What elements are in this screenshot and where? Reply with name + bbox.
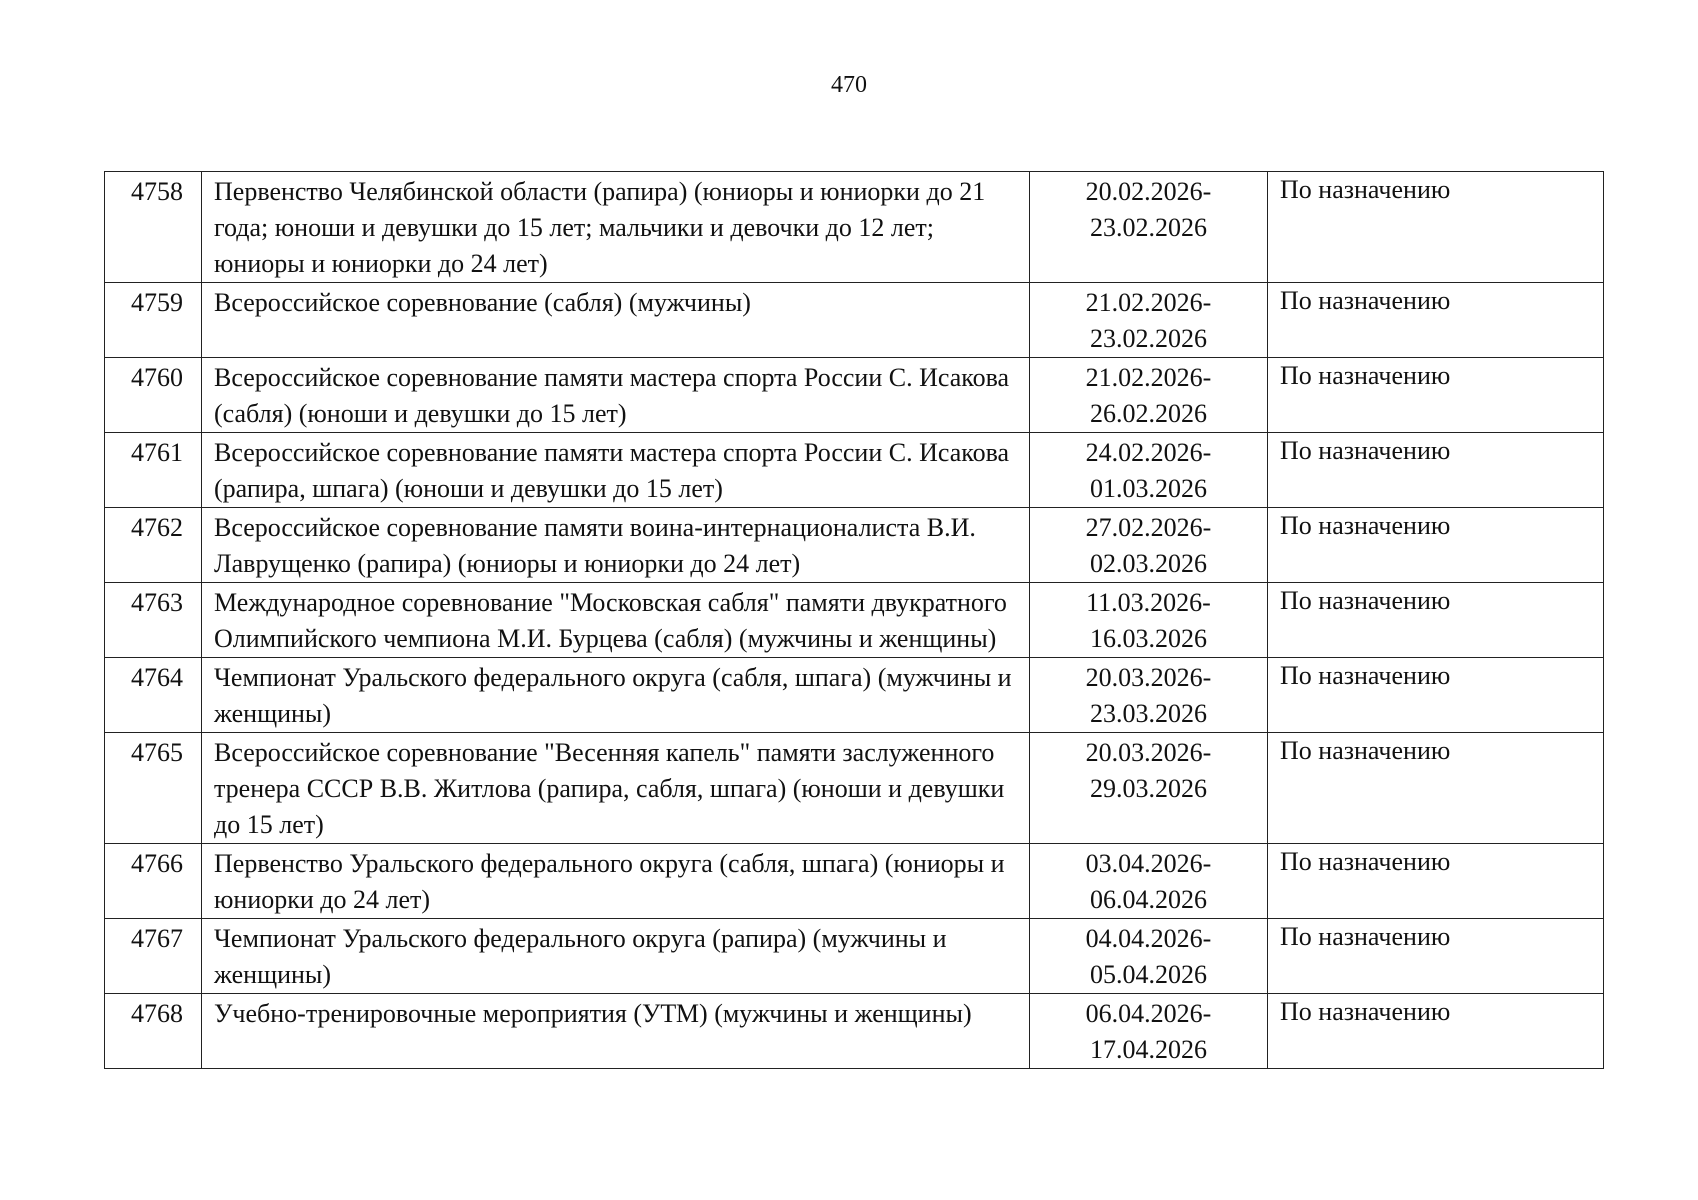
date-end: 23.02.2026	[1090, 324, 1207, 353]
table-row-4760	[105, 358, 1604, 433]
event-name: Всероссийское соревнование памяти воина-интернационалиста В.И. Лаврущенко (рапира) (юниоры и юниорки до 24 лет)	[202, 508, 1030, 583]
date-end: 16.03.2026	[1090, 624, 1207, 653]
row-number: 4759	[105, 283, 202, 358]
event-name: Чемпионат Уральского федерального округа (рапира) (мужчины и женщины)	[202, 919, 1030, 994]
date-end: 05.04.2026	[1090, 960, 1207, 989]
event-place: По назначению	[1268, 283, 1604, 358]
event-dates	[1030, 172, 1268, 283]
event-place: По назначению	[1268, 994, 1604, 1069]
event-dates	[1030, 919, 1268, 994]
event-dates	[1030, 358, 1268, 433]
row-number: 4767	[105, 919, 202, 994]
event-place: По назначению	[1268, 919, 1604, 994]
table-row-4763	[105, 583, 1604, 658]
date-end: 23.03.2026	[1090, 699, 1207, 728]
event-name: Международное соревнование "Московская сабля" памяти двукратного Олимпийского чемпиона М.И. Бурцева (сабля) (мужчины и женщины)	[202, 583, 1030, 658]
event-dates	[1030, 994, 1268, 1069]
date-end: 17.04.2026	[1090, 1035, 1207, 1064]
row-number: 4761	[105, 433, 202, 508]
event-name: Всероссийское соревнование (сабля) (мужчины)	[202, 283, 1030, 358]
event-name: Всероссийское соревнование памяти мастера спорта России С. Исакова (рапира, шпага) (юноши и девушки до 15 лет)	[202, 433, 1030, 508]
date-end: 23.02.2026	[1090, 213, 1207, 242]
row-number: 4768	[105, 994, 202, 1069]
date-start: 27.02.2026-	[1085, 513, 1212, 542]
events-table-body	[105, 172, 1604, 1069]
date-end: 01.03.2026	[1090, 474, 1207, 503]
date-start: 21.02.2026-	[1085, 363, 1212, 392]
table-row-4762	[105, 508, 1604, 583]
event-dates	[1030, 508, 1268, 583]
event-dates	[1030, 583, 1268, 658]
row-number: 4760	[105, 358, 202, 433]
date-start: 03.04.2026-	[1085, 849, 1212, 878]
event-dates	[1030, 844, 1268, 919]
table-row-4761	[105, 433, 1604, 508]
date-end: 26.02.2026	[1090, 399, 1207, 428]
date-start: 20.03.2026-	[1085, 663, 1212, 692]
event-name: Учебно-тренировочные мероприятия (УТМ) (мужчины и женщины)	[202, 994, 1030, 1069]
event-place: По назначению	[1268, 508, 1604, 583]
page-number: 470	[831, 72, 867, 98]
event-dates	[1030, 733, 1268, 844]
events-table	[104, 171, 1604, 1069]
date-end: 29.03.2026	[1090, 774, 1207, 803]
table-row-4765	[105, 733, 1604, 844]
date-start: 04.04.2026-	[1085, 924, 1212, 953]
event-name: Первенство Уральского федерального округа (сабля, шпага) (юниоры и юниорки до 24 лет)	[202, 844, 1030, 919]
event-dates	[1030, 433, 1268, 508]
date-start: 20.03.2026-	[1085, 738, 1212, 767]
event-name: Первенство Челябинской области (рапира) (юниоры и юниорки до 21 года; юноши и девушки до 15 лет; мальчики и девочки до 12 лет; юниоры и юниорки до 24 лет)	[202, 172, 1030, 283]
table-row-4758	[105, 172, 1604, 283]
table-row-4768	[105, 994, 1604, 1069]
event-place: По назначению	[1268, 583, 1604, 658]
event-place: По назначению	[1268, 658, 1604, 733]
event-place: По назначению	[1268, 172, 1604, 283]
row-number: 4763	[105, 583, 202, 658]
event-dates	[1030, 658, 1268, 733]
date-start: 24.02.2026-	[1085, 438, 1212, 467]
date-start: 06.04.2026-	[1085, 999, 1212, 1028]
date-start: 21.02.2026-	[1085, 288, 1212, 317]
row-number: 4766	[105, 844, 202, 919]
event-dates	[1030, 283, 1268, 358]
date-start: 11.03.2026-	[1086, 588, 1211, 617]
event-name: Чемпионат Уральского федерального округа (сабля, шпага) (мужчины и женщины)	[202, 658, 1030, 733]
table-row-4759	[105, 283, 1604, 358]
event-place: По назначению	[1268, 844, 1604, 919]
event-place: По назначению	[1268, 358, 1604, 433]
event-place: По назначению	[1268, 733, 1604, 844]
event-name: Всероссийское соревнование "Весенняя капель" памяти заслуженного тренера СССР В.В. Житлова (рапира, сабля, шпага) (юноши и девушки до 15 лет)	[202, 733, 1030, 844]
date-end: 02.03.2026	[1090, 549, 1207, 578]
row-number: 4765	[105, 733, 202, 844]
table-row-4767	[105, 919, 1604, 994]
event-name: Всероссийское соревнование памяти мастера спорта России С. Исакова (сабля) (юноши и девушки до 15 лет)	[202, 358, 1030, 433]
row-number: 4764	[105, 658, 202, 733]
table-row-4766	[105, 844, 1604, 919]
event-place: По назначению	[1268, 433, 1604, 508]
date-start: 20.02.2026-	[1085, 177, 1212, 206]
row-number: 4762	[105, 508, 202, 583]
table-row-4764	[105, 658, 1604, 733]
row-number: 4758	[105, 172, 202, 283]
date-end: 06.04.2026	[1090, 885, 1207, 914]
